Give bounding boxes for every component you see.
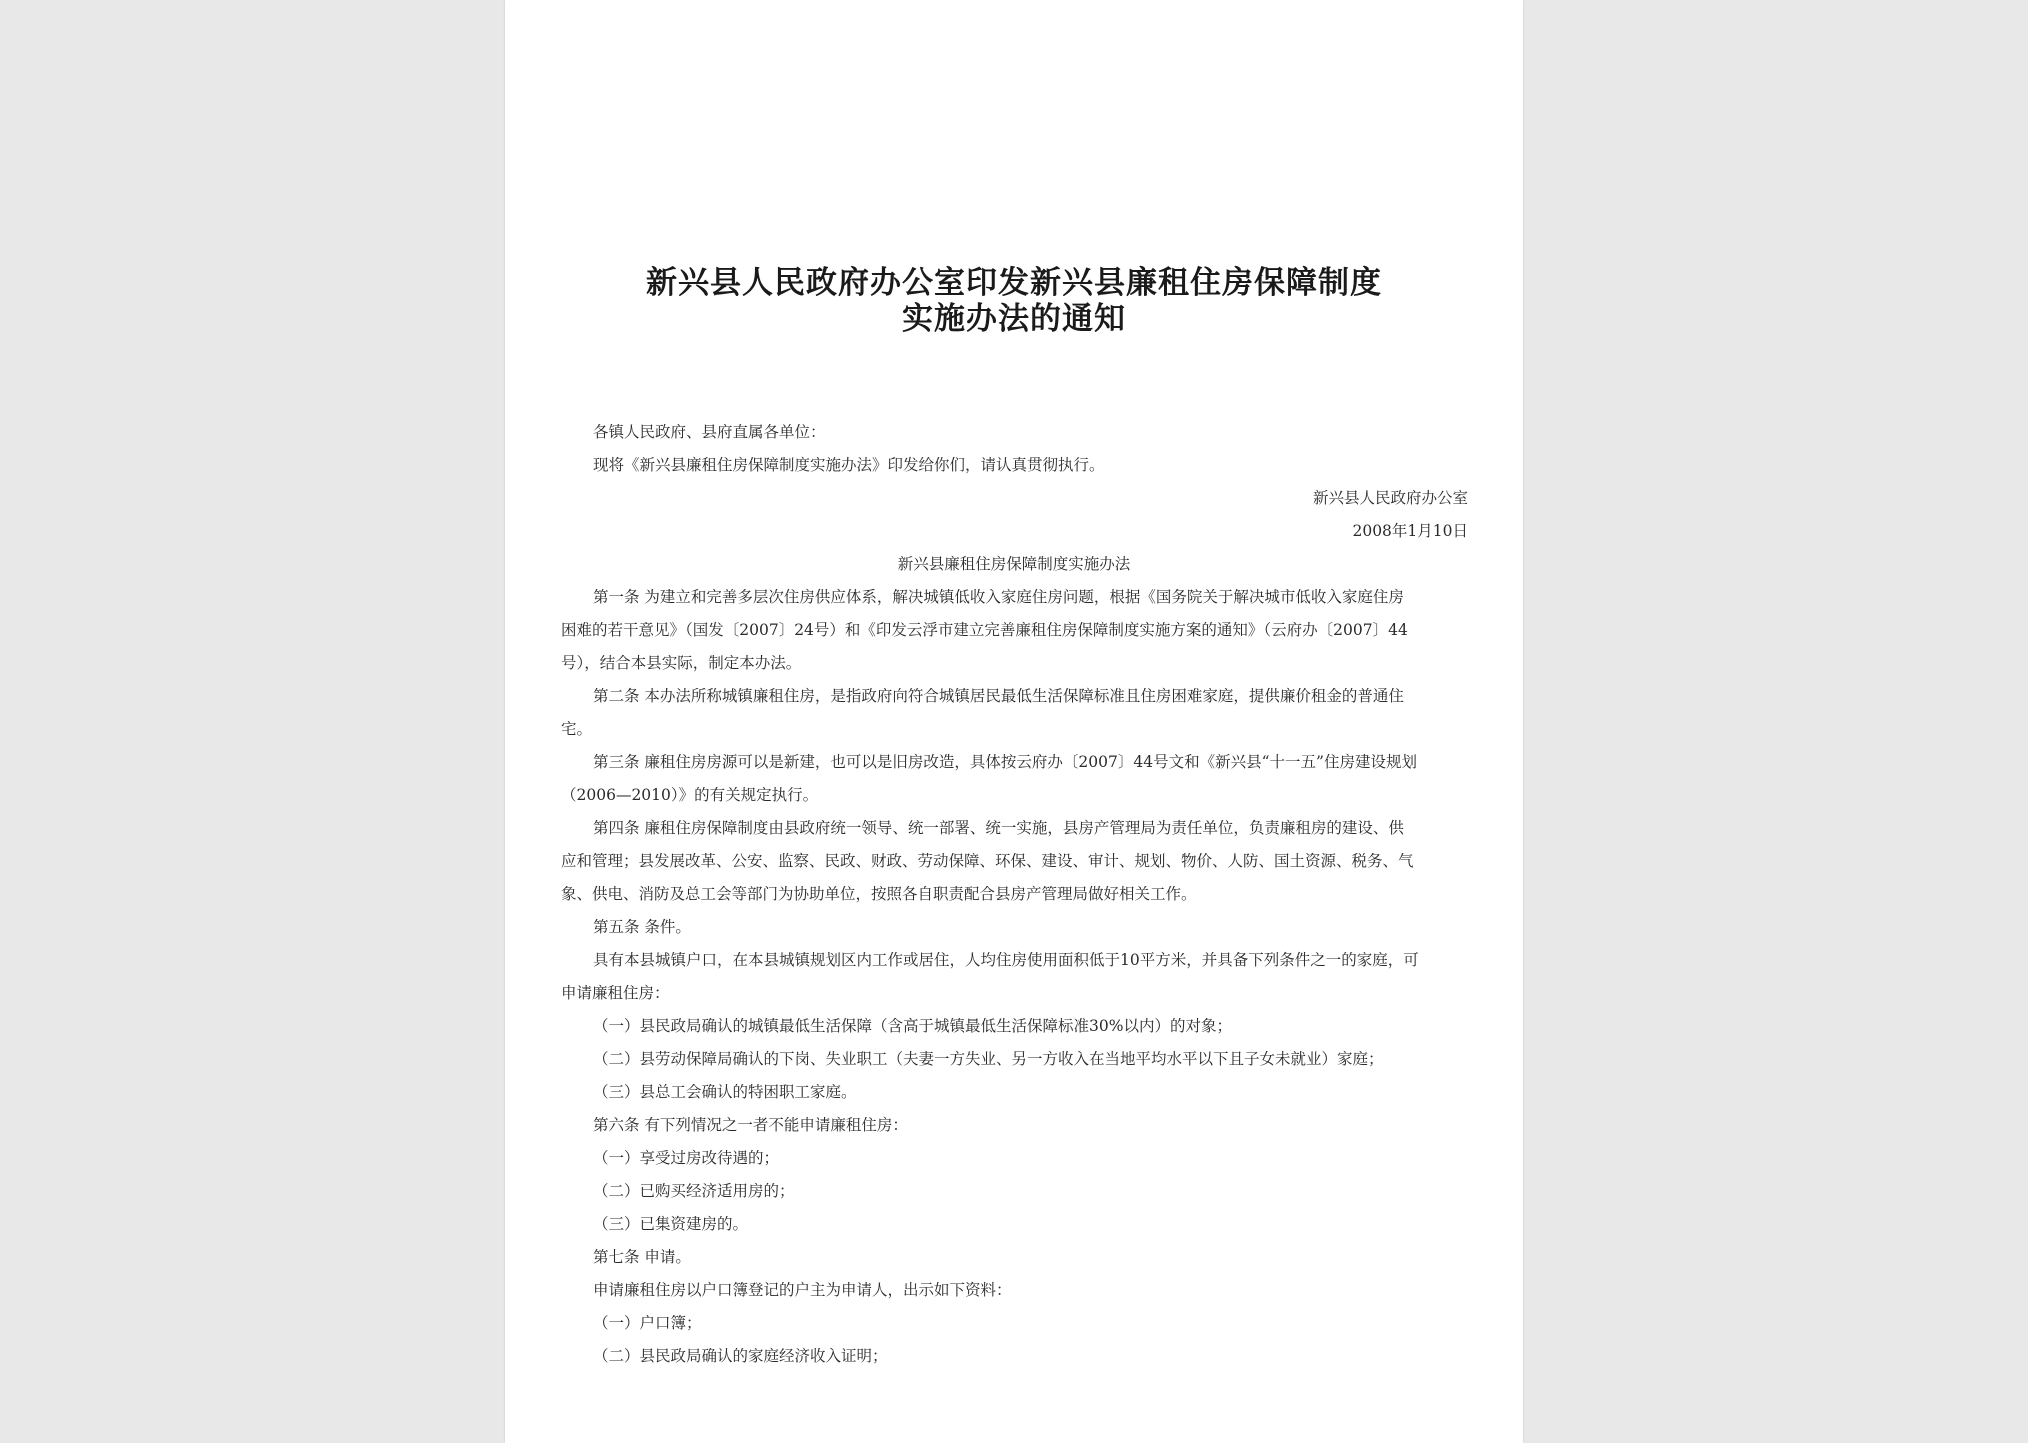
document-subtitle: 新兴县廉租住房保障制度实施办法 (897, 555, 1131, 573)
body-line: （二）县民政局确认的家庭经济收入证明； (593, 1347, 888, 1365)
body-line: （二）已购买经济适用房的； (593, 1182, 795, 1200)
body-line: 第七条 申请。 (593, 1248, 691, 1266)
body-line: 象、供电、消防及总工会等部门为协助单位，按照各自职责配合县房产管理局做好相关工作。 (561, 885, 1197, 903)
body-line: 第三条 廉租住房房源可以是新建，也可以是旧房改造，具体按云府办〔2007〕44号文和《新兴县“十一五”住房建设规划 (593, 753, 1417, 771)
issuer: 新兴县人民政府办公室 (1312, 489, 1468, 507)
body-line: （一）县民政局确认的城镇最低生活保障（含高于城镇最低生活保障标准30%以内）的对象； (593, 1017, 1232, 1035)
intro-paragraph: 现将《新兴县廉租住房保障制度实施办法》印发给你们，请认真贯彻执行。 (593, 456, 1105, 474)
body-line: 第六条 有下列情况之一者不能申请廉租住房： (593, 1116, 908, 1134)
body-line: 第四条 廉租住房保障制度由县政府统一领导、统一部署、统一实施，县房产管理局为责任单位，负责廉租房的建设、供 (593, 819, 1404, 837)
document-title-line-2: 实施办法的通知 (902, 301, 1126, 337)
body-line: 第一条 为建立和完善多层次住房供应体系，解决城镇低收入家庭住房问题，根据《国务院关于解决城市低收入家庭住房 (593, 588, 1404, 606)
body-line: （三）已集资建房的。 (593, 1215, 749, 1233)
body-line: 申请廉租住房： (561, 984, 670, 1002)
body-line: （三）县总工会确认的特困职工家庭。 (593, 1083, 857, 1101)
body-line: （一）享受过房改待遇的； (593, 1149, 780, 1167)
body-line: 宅。 (561, 720, 593, 738)
body-line: （二）县劳动保障局确认的下岗、失业职工（夫妻一方失业、另一方收入在当地平均水平以下且子女未就业）家庭； (593, 1050, 1384, 1068)
body-line: 第二条 本办法所称城镇廉租住房，是指政府向符合城镇居民最低生活保障标准且住房困难家庭，提供廉价租金的普通住 (593, 687, 1404, 705)
document-title-line-1: 新兴县人民政府办公室印发新兴县廉租住房保障制度 (646, 265, 1382, 301)
body-line: 应和管理；县发展改革、公安、监察、民政、财政、劳动保障、环保、建设、审计、规划、物价、人防、国土资源、税务、气 (561, 852, 1414, 870)
body-line: 困难的若干意见》（国发〔2007〕24号）和《印发云浮市建立完善廉租住房保障制度实施方案的通知》（云府办〔2007〕44 (561, 621, 1408, 639)
body-line: （2006—2010）》的有关规定执行。 (561, 786, 819, 804)
body-line: 第五条 条件。 (593, 918, 691, 936)
issue-date: 2008年1月10日 (1352, 522, 1468, 540)
addressee: 各镇人民政府、县府直属各单位： (593, 423, 826, 441)
body-line: 具有本县城镇户口，在本县城镇规划区内工作或居住，人均住房使用面积低于10平方米，并具备下列条件之一的家庭，可 (593, 951, 1419, 969)
body-line: （一）户口簿； (593, 1314, 702, 1332)
body-line: 号），结合本县实际，制定本办法。 (561, 654, 802, 672)
body-line: 申请廉租住房以户口簿登记的户主为申请人，出示如下资料： (593, 1281, 1012, 1299)
document-page (505, 0, 1523, 1443)
